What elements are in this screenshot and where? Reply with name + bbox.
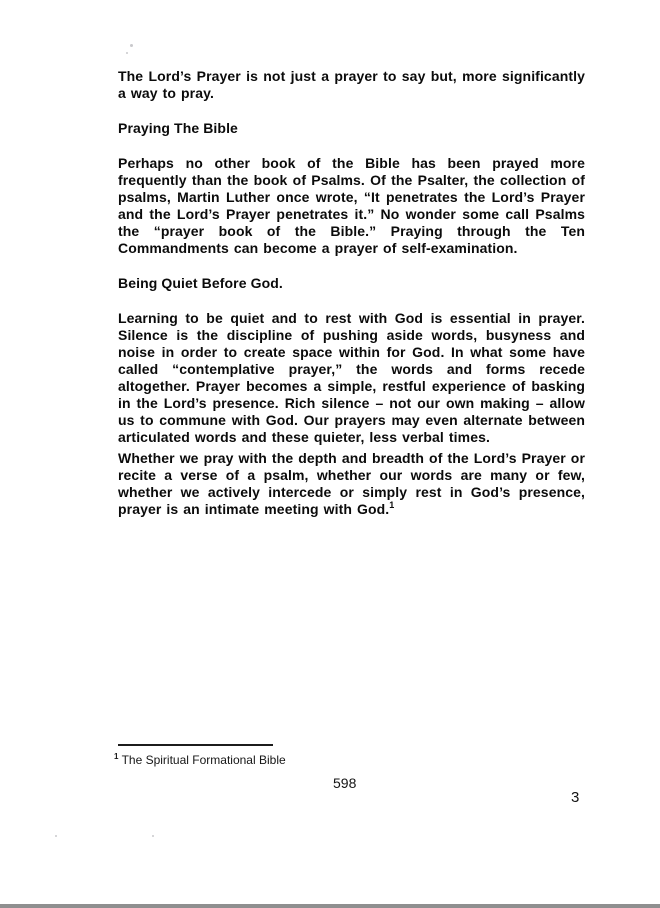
- paragraph-psalms: Perhaps no other book of the Bible has been prayed more frequently than the book of Psalms. Of the Psalter, the collection of psalms, Martin Luther once wrote, “It penetrates the Lord’s Prayer and the Lord’s Prayer penetrates it.” No wonder some call Psalms the “prayer book of the Bible.” Praying through the Ten Commandments can become a prayer of self-examination.: [118, 155, 585, 256]
- footnote-reference-marker: 1: [389, 500, 395, 510]
- footnote-marker: 1: [114, 752, 119, 761]
- paragraph-silence: Learning to be quiet and to rest with God is essential in prayer. Silence is the discipline of pushing aside words, busyness and noise in order to create space within for God. In what some have called “contemplative prayer,” the words and forms recede altogether. Prayer becomes a simple, restful experience of basking in the Lord’s presence. Rich silence – not our own making – allow us to commune with God. Our prayers may even alternate between articulated words and these quieter, less verbal times.: [118, 310, 585, 445]
- page-number-center: 598: [333, 775, 357, 791]
- section-heading-being-quiet-before-god: Being Quiet Before God.: [118, 275, 283, 291]
- paragraph-text: Whether we pray with the depth and breadth of the Lord’s Prayer or recite a verse of a psalm, whether our words are many or few, whether we actively intercede or simply rest in God’s presence, prayer is an intimate meeting with God.: [118, 450, 585, 517]
- section-heading-praying-the-bible: Praying The Bible: [118, 120, 238, 136]
- footnote-divider-rule: [118, 744, 273, 746]
- scan-artifact: [126, 52, 128, 54]
- scan-artifact: [130, 44, 133, 47]
- scan-artifact: [152, 835, 154, 837]
- scan-edge-strip: [0, 904, 660, 908]
- footnote: [114, 752, 286, 768]
- page-number-corner: 3: [571, 789, 580, 806]
- scan-artifact: [55, 835, 57, 837]
- page-body: [118, 68, 585, 536]
- paragraph-lords-prayer: The Lord’s Prayer is not just a prayer to say but, more significantly a way to pray.: [118, 68, 585, 101]
- footnote-label: The Spiritual Formational Bible: [121, 753, 286, 767]
- paragraph-whether-we-pray: [118, 450, 585, 518]
